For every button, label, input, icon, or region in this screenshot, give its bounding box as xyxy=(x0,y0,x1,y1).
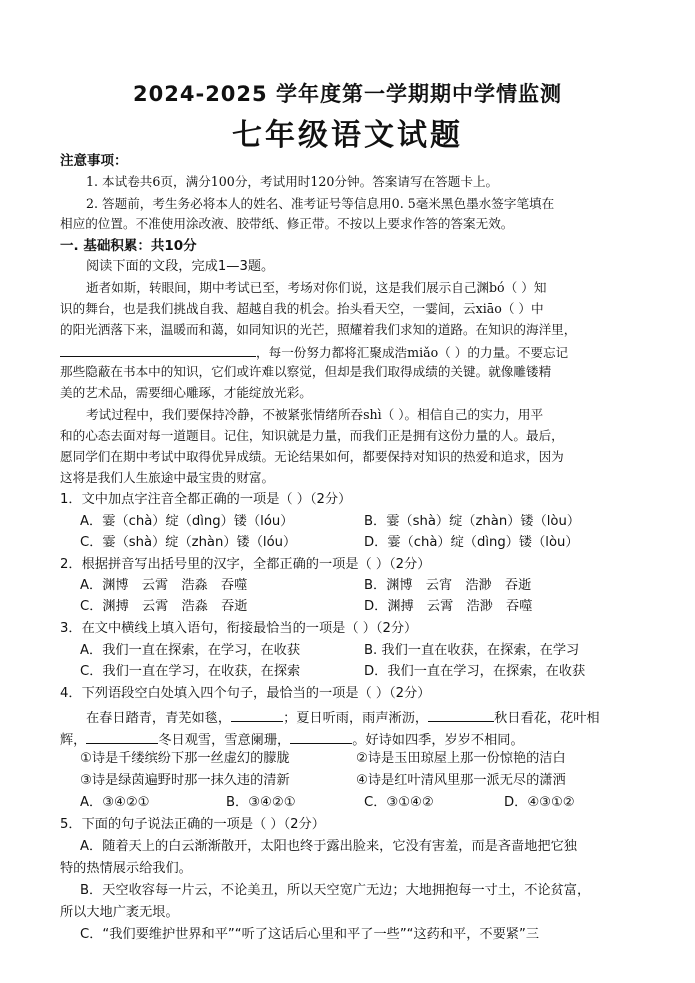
q5-option-a-line-2: 特的热情展示给我们。 xyxy=(60,861,192,876)
q2-option-d: D．渊搏 云霄 浩渺 吞噬 xyxy=(364,599,533,614)
exam-title: 2024-2025 学年度第一学期期中学情监测 xyxy=(133,82,562,106)
question-2-stem: 2．根据拼音写出括号里的汉字，全都正确的一项是（ ）（2分） xyxy=(60,557,431,572)
question-5-stem: 5．下面的句子说法正确的一项是（ ）（2分） xyxy=(60,817,325,832)
q4-sentence-4: ④诗是红叶清风里那一派无尽的潇洒 xyxy=(356,773,566,788)
q3-option-c: C．我们一直在学习，在收获，在探索 xyxy=(80,664,301,679)
question-4-stem: 4．下列语段空白处填入四个句子，最恰当的一项是（ ）（2分） xyxy=(60,686,431,701)
notice-heading: 注意事项： xyxy=(60,153,128,169)
passage-line: 考试过程中，我们要保持冷静，不被紧张情绪所吞shì（ ）。相信自己的实力，用平 xyxy=(86,407,544,422)
exam-subtitle: 七年级语文试题 xyxy=(232,118,463,153)
question-3-stem: 3．在文中横线上填入语句，衔接最恰当的一项是（ ）（2分） xyxy=(60,621,418,636)
q4-option-d: D．④③①② xyxy=(504,795,575,810)
passage-line: 这将是我们人生旅途中最宝贵的财富。 xyxy=(60,470,275,485)
notice-item-1: 1. 本试卷共6页，满分100分，考试用时120分钟。答案请写在答题卡上。 xyxy=(86,174,499,189)
q4-text: ；夏日听雨，雨声淅沥， xyxy=(283,711,429,726)
q5-option-c-line-1: C．“我们要维护世界和平”“听了这话后心里和平了一些”“这药和平，不要紧”三 xyxy=(80,927,540,942)
q4-sentence-1: ①诗是千缕缤纷下那一丝虚幻的朦胧 xyxy=(80,751,290,766)
q5-option-a-line-1: A．随着天上的白云渐渐散开，太阳也终于露出脸来，它没有害羞，而是吝啬地把它独 xyxy=(80,839,577,854)
q3-option-d: D．我们一直在学习，在探索，在收获 xyxy=(364,664,586,679)
passage-line: 的阳光洒落下来，温暖而和蔼，如同知识的光芒，照耀着我们求知的道路。在知识的海洋里， xyxy=(60,322,577,337)
notice-item-2b: 相应的位置。不准使用涂改液、胶带纸、修正带。不按以上要求作答的答案无效。 xyxy=(60,216,514,231)
q4-option-a: A．③④②① xyxy=(80,795,150,810)
fill-blank xyxy=(86,729,158,744)
q4-option-c: C．③①④② xyxy=(364,795,434,810)
question-1-stem: 1．文中加点字注音全都正确的一项是（ ）（2分） xyxy=(60,492,352,507)
passage-line: 那些隐蔽在书本中的知识，它们或许难以察觉，但却是我们取得成绩的关键。就像雕镂精 xyxy=(60,364,552,379)
q4-text: 秋日看花，花叶相 xyxy=(494,711,600,726)
q1-option-a: A．霎（chà）绽（dìng）镂（lóu） xyxy=(80,514,294,529)
fill-blank xyxy=(290,729,352,744)
fill-blank xyxy=(60,342,256,357)
q1-option-d: D．霎（chà）绽（dìng）镂（lòu） xyxy=(364,535,579,550)
q4-text-line-1 xyxy=(86,707,600,728)
passage-line-with-blank xyxy=(60,342,568,362)
q5-option-b-line-2: 所以大地广袤无垠。 xyxy=(60,905,179,920)
passage-line: 愿同学们在期中考试中取得优异成绩。无论结果如何，都要保持对知识的热爱和追求，因为 xyxy=(60,449,564,464)
q5-option-b-line-1: B．天空收容每一片云，不论美丑，所以天空宽广无边；大地拥抱每一寸土，不论贫富， xyxy=(80,883,591,898)
q4-option-b: B．③④②① xyxy=(226,795,296,810)
q1-option-c: C．霎（shà）绽（zhàn）镂（lóu） xyxy=(80,535,297,550)
q1-option-b: B．霎（shà）绽（zhàn）镂（lòu） xyxy=(364,514,581,529)
passage-line: 识的舞台，也是我们挑战自我、超越自我的机会。抬头看天空，一霎间，云xiāo（ ）中 xyxy=(60,301,544,316)
q4-text: 冬日观雪，雪意阑珊， xyxy=(158,733,291,748)
q4-text-line-2 xyxy=(60,729,524,750)
q4-text: 辉， xyxy=(60,733,87,748)
passage-line: 美的艺术品，需要细心雕琢，才能绽放光彩。 xyxy=(60,385,312,400)
fill-blank xyxy=(231,707,283,722)
notice-item-2a: 2. 答题前，考生务必将本人的姓名、准考证号等信息用0. 5毫米黑色墨水签字笔填在 xyxy=(86,196,555,211)
passage-line: 和的心态去面对每一道题目。记住，知识就是力量，而我们正是拥有这份力量的人。最后， xyxy=(60,428,564,443)
passage-line-text: ，每一份努力都将汇聚成浩miǎo（ ）的力量。不要忘记 xyxy=(256,345,569,360)
q4-sentence-2: ②诗是玉田琼屋上那一份惊艳的洁白 xyxy=(356,751,566,766)
q3-option-b: B. 我们一直在收获，在探索，在学习 xyxy=(364,643,580,658)
q2-option-c: C．渊搏 云霄 浩淼 吞逝 xyxy=(80,599,248,614)
section-heading: 一. 基础积累：共10分 xyxy=(60,238,197,254)
q2-option-b: B．渊博 云宵 浩渺 吞逝 xyxy=(364,578,532,593)
q4-text: 在春日踏青，青芜如毯， xyxy=(86,711,232,726)
passage-line: 逝者如斯，转眼间，期中考试已至，考场对你们说，这是我们展示自己渊bó（ ）知 xyxy=(86,280,547,295)
fill-blank xyxy=(428,707,494,722)
q4-sentence-3: ③诗是绿茵遍野时那一抹久违的清新 xyxy=(80,773,290,788)
q3-option-a: A．我们一直在探索，在学习，在收获 xyxy=(80,643,301,658)
section-intro: 阅读下面的文段，完成1—3题。 xyxy=(86,259,275,274)
q4-text: 。好诗如四季，岁岁不相同。 xyxy=(352,733,524,748)
q2-option-a: A．渊博 云霄 浩淼 吞噬 xyxy=(80,578,248,593)
